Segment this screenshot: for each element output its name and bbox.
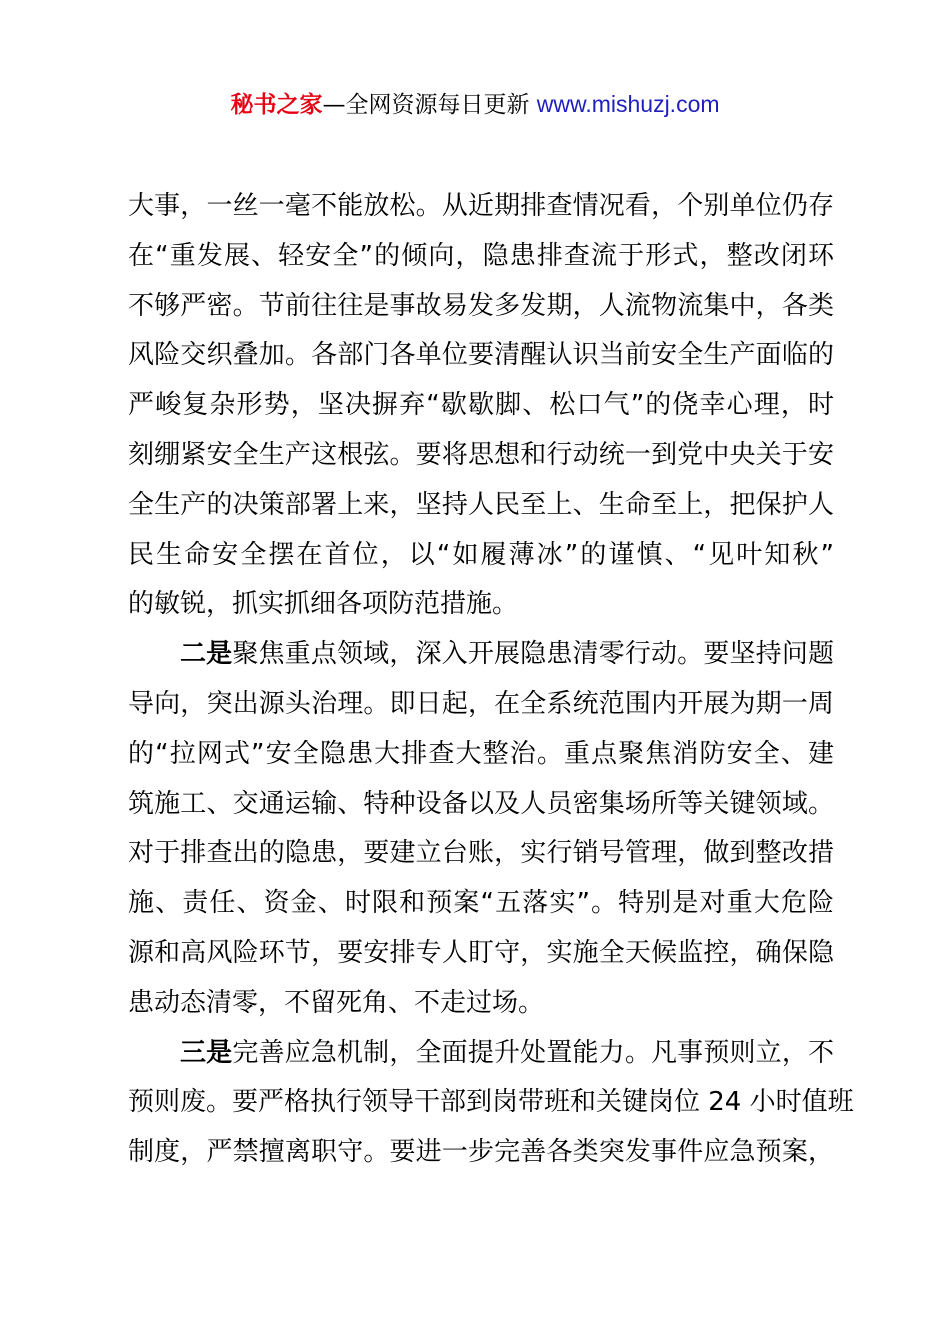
text-line: 的敏锐，抓实抓细各项防范措施。 [128, 589, 519, 620]
paragraph-3 [128, 1029, 854, 1178]
text-line: 预则废。要严格执行领导干部到岗带班和关键岗位 24 小时值班 [128, 1087, 854, 1118]
text-line: 不够严密。节前往往是事故易发多发期，人流物流集中，各类 [128, 290, 834, 321]
paragraph-1 [128, 182, 834, 630]
text-line: 施、责任、资金、时限和预案“五落实”。特别是对重大危险 [128, 888, 834, 919]
text-line: 对于排查出的隐患，要建立台账，实行销号管理，做到整改措 [128, 838, 834, 869]
text-line: 严峻复杂形势，坚决摒弃“歇歇脚、松口气”的侥幸心理，时 [128, 390, 834, 421]
document-body [128, 182, 854, 1178]
paragraph-lead: 三是 [180, 1037, 233, 1068]
text-line: 风险交织叠加。各部门各单位要清醒认识当前安全生产面临的 [128, 340, 834, 371]
text-line: 的“拉网式”安全隐患大排查大整治。重点聚焦消防安全、建 [128, 738, 834, 769]
header-tagline: —全网资源每日更新 [322, 92, 530, 118]
text-line: 患动态清零，不留死角、不走过场。 [128, 987, 545, 1018]
paragraph-lead: 二是 [180, 639, 233, 670]
text-line: 全生产的决策部署上来，坚持人民至上、生命至上，把保护人 [128, 489, 834, 520]
site-url[interactable]: www.mishuzj.com [536, 91, 720, 117]
text-line-first [128, 1029, 834, 1079]
text-line: 源和高风险环节，要安排专人盯守，实施全天候监控，确保隐 [128, 937, 834, 968]
text-line: 在“重发展、轻安全”的倾向，隐患排查流于形式，整改闭环 [128, 240, 834, 271]
text-line-body: 完善应急机制，全面提升处置能力。凡事预则立，不 [232, 1037, 834, 1068]
text-line: 制度，严禁擅离职守。要进一步完善各类突发事件应急预案， [128, 1137, 834, 1168]
text-line: 刻绷紧安全生产这根弦。要将思想和行动统一到党中央关于安 [128, 439, 834, 470]
text-line: 民生命安全摆在首位，以“如履薄冰”的谨慎、“见叶知秋” [128, 539, 834, 570]
brand-name: 秘书之家 [230, 92, 323, 118]
text-line: 大事，一丝一毫不能放松。从近期排查情况看，个别单位仍存 [128, 191, 834, 221]
text-line: 导向，突出源头治理。即日起，在全系统范围内开展为期一周 [128, 688, 834, 719]
paragraph-2 [128, 630, 834, 1028]
page-header [0, 86, 950, 123]
text-line-body: 聚焦重点领域，深入开展隐患清零行动。要坚持问题 [232, 639, 834, 670]
text-line: 筑施工、交通运输、特种设备以及人员密集场所等关键领域。 [128, 788, 834, 819]
text-line-first [128, 630, 834, 680]
